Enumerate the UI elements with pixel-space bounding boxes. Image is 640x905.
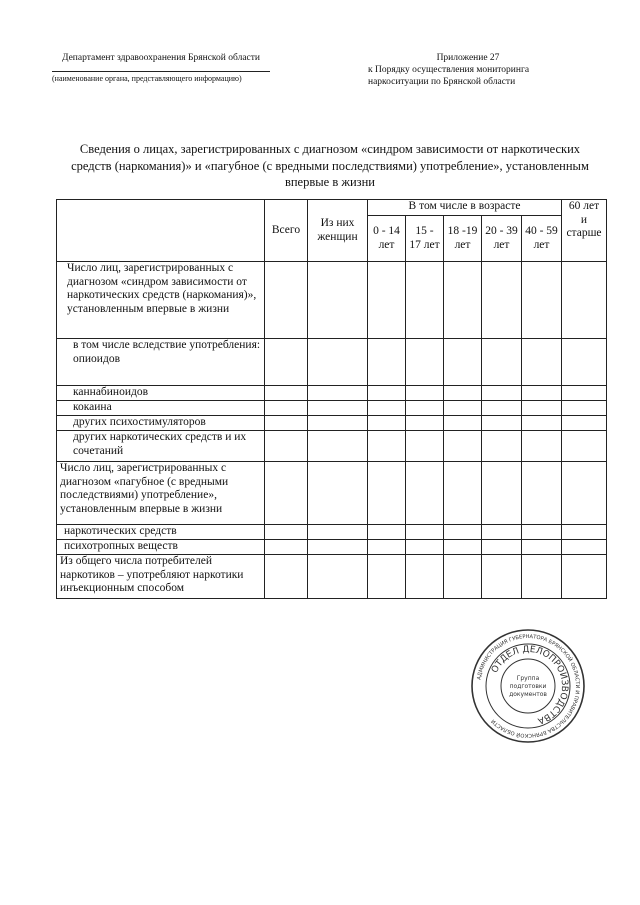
age-col-40-59: 40 - 59 лет	[522, 216, 562, 262]
row-label: Число лиц, зарегистрированных с диагнозом «пагубное (с вредными последствиями) употребление», установленным впервые в жизни	[57, 462, 265, 525]
department-underline	[52, 71, 270, 72]
row-label: Число лиц, зарегистрированных с диагнозом «синдром зависимости от наркотических средств (наркомания)», установленным впервые в жизни	[57, 262, 265, 339]
department-block	[52, 52, 270, 85]
document-title: Сведения о лицах, зарегистрированных с диагнозом «синдром зависимости от наркотических средств (наркомания)» и «пагубное (с вредными последствиями) употребление», установленным впервые в жизни	[71, 142, 589, 189]
row-label: других наркотических средств и их сочетаний	[57, 431, 265, 462]
report-table	[56, 199, 607, 599]
row-label: других психостимуляторов	[57, 416, 265, 431]
row-label: в том числе вследствие употребления: опиоидов	[57, 339, 265, 386]
appendix-title: Приложение 27	[436, 53, 500, 63]
row-label: психотропных веществ	[57, 540, 265, 555]
age-col-0-14: 0 - 14 лет	[368, 216, 406, 262]
department-note: (наименование органа, представляющего информацию)	[52, 74, 242, 83]
svg-text:документов: документов	[509, 691, 547, 698]
department-name: Департамент здравоохранения Брянской области	[61, 53, 261, 63]
row-label: каннабиноидов	[57, 386, 265, 401]
svg-text:ОТДЕЛ ДЕЛОПРОИЗВОДСТВА: ОТДЕЛ ДЕЛОПРОИЗВОДСТВА	[490, 644, 570, 726]
age-col-18-19: 18 -19 лет	[444, 216, 482, 262]
svg-text:АДМИНИСТРАЦИЯ ГУБЕРНАТОРА БРЯН: АДМИНИСТРАЦИЯ ГУБЕРНАТОРА БРЯНСКОЙ ОБЛАСТИ И ПРАВИТЕЛЬСТВА БРЯНСКОЙ ОБЛАСТИ	[476, 633, 581, 739]
col-women-header: Из них женщин	[308, 200, 368, 262]
age-col-60plus: 60 лет и старше	[562, 200, 607, 262]
svg-text:подготовки: подготовки	[509, 683, 547, 690]
row-label: Из общего числа потребителей наркотиков – употребляют наркотики инъекционным способом	[57, 555, 265, 599]
svg-text:Группа: Группа	[516, 675, 540, 682]
appendix-block	[368, 52, 568, 88]
age-col-15-17: 15 - 17 лет	[406, 216, 444, 262]
header-label-cell	[57, 200, 265, 262]
row-label: кокаина	[57, 401, 265, 416]
age-group-header: В том числе в возрасте	[368, 200, 562, 216]
age-col-20-39: 20 - 39 лет	[482, 216, 522, 262]
row-label: наркотических средств	[57, 525, 265, 540]
col-total-header: Всего	[265, 200, 308, 262]
appendix-subtitle: к Порядку осуществления мониторинга наркоситуации по Брянской области	[368, 65, 530, 87]
official-seal	[470, 628, 586, 744]
